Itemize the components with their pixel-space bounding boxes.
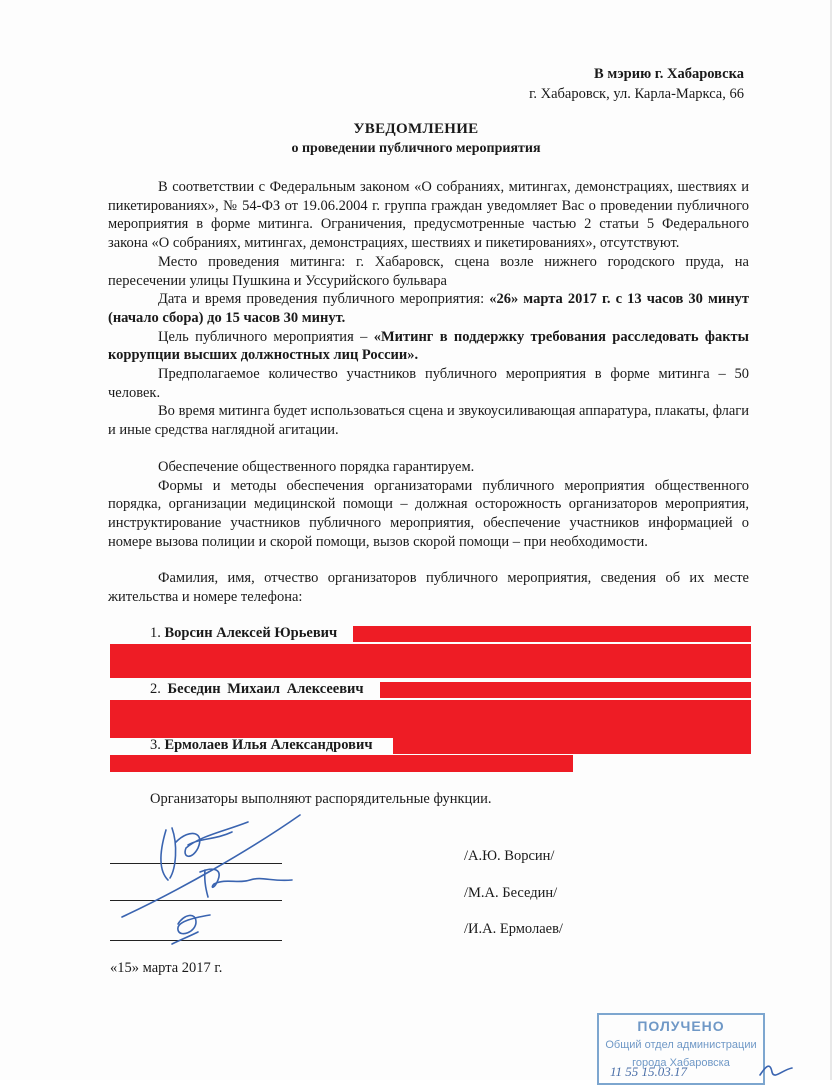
signature-2-stroke <box>200 869 292 897</box>
organizer-3: 3. Ермолаев Илья Александрович <box>150 737 373 753</box>
document-body <box>108 178 749 607</box>
signature-name-1: /А.Ю. Ворсин/ <box>464 848 555 864</box>
redaction-bar <box>393 738 751 754</box>
paragraph-place: Место проведения митинга: г. Хабаровск, сцена возле нижнего городского пруда, на пересечении улицы Пушкина и Уссурийского бульвара <box>108 253 749 289</box>
paragraph-methods: Формы и методы обеспечения организаторами публичного мероприятия общественного порядка, организации медицинской помощи – должная осторожность организаторов мероприятия, инструктирование участников публичного мероприятия, обеспечение участников информацией о номере вызова полиции и скорой помощи, вызов скорой помощи – при необходимости. <box>108 477 749 550</box>
paragraph-date: Дата и время проведения публичного мероприятия: «26» марта 2017 г. с 13 часов 30 минут (начало сбора) до 15 часов 30 минут. <box>108 291 749 326</box>
event-goal: «Митинг в поддержку требования расследовать факты коррупции высших должностных лиц России». <box>108 328 749 364</box>
organizer-name: Ермолаев Илья Александрович <box>164 737 373 753</box>
paragraph-order: Обеспечение общественного порядка гарантируем. <box>158 458 475 475</box>
paragraph-organizers-intro: Фамилия, имя, отчество организаторов публичного мероприятия, сведения об их месте жительства и номере телефона: <box>108 570 749 606</box>
final-note: Организаторы выполняют распорядительные функции. <box>150 791 492 807</box>
redaction-bar <box>353 626 751 642</box>
redaction-bar <box>110 755 573 772</box>
organizer-name: Беседин Михаил Алексеевич <box>167 681 364 697</box>
organizer-1: 1. Ворсин Алексей Юрьевич <box>150 625 338 641</box>
signature-line <box>110 900 282 901</box>
paragraph-equipment: Во время митинга будет использоваться сцена и звукоусиливающая аппаратура, плакаты, флаги и иные средства наглядной агитации. <box>108 403 749 439</box>
document-title: УВЕДОМЛЕНИЕ <box>353 121 479 137</box>
signature-1-flourish <box>122 815 300 917</box>
document-date: «15» марта 2017 г. <box>110 960 223 976</box>
redaction-bar <box>380 682 751 698</box>
addressee-block <box>529 64 744 104</box>
redaction-bar <box>110 700 751 738</box>
organizer-2: 2. Беседин Михаил Алексеевич <box>150 681 364 697</box>
signature-line <box>110 863 282 864</box>
signature-1-stroke <box>161 822 248 880</box>
stamp-line-2: города Хабаровска <box>632 1057 730 1069</box>
redaction-bar <box>110 644 751 678</box>
paragraph-law: В соответствии с Федеральным законом «О собраниях, митингах, демонстрациях, шествиях и пикетированиях», № 54-ФЗ от 19.06.2004 г. группа граждан уведомляет Вас о проведении публичного мероприятия в форме митинга. Ограничения, предусмотренные частью 2 статьи 5 Федерального закона «О собраниях, митингах, демонстрациях, шествиях и пикетированиях», отсутствуют. <box>108 179 749 252</box>
stamp-handwritten-time: 11 55 15.03.17 <box>610 1064 688 1079</box>
signature-name-2: /М.А. Беседин/ <box>464 885 558 901</box>
document-subtitle: о проведении публичного мероприятия <box>291 141 541 156</box>
addressee-address: г. Хабаровск, ул. Карла-Маркса, 66 <box>529 86 744 102</box>
paragraph-goal: Цель публичного мероприятия – «Митинг в поддержку требования расследовать факты коррупции высших должностных лиц России». <box>108 328 749 364</box>
stamp-line-1: Общий отдел администрации <box>605 1039 757 1051</box>
addressee-to: В мэрию г. Хабаровска <box>594 66 744 82</box>
signature-line <box>110 940 282 941</box>
event-datetime: «26» марта 2017 г. с 13 часов 30 минут (начало сбора) до 15 часов 30 минут. <box>108 291 749 326</box>
organizer-name: Ворсин Алексей Юрьевич <box>164 625 338 641</box>
paragraph-participants: Предполагаемое количество участников публичного мероприятия в форме митинга – 50 человек. <box>108 366 749 401</box>
signature-name-3: /И.А. Ермолаев/ <box>464 921 563 937</box>
stamp-title: ПОЛУЧЕНО <box>637 1018 725 1034</box>
